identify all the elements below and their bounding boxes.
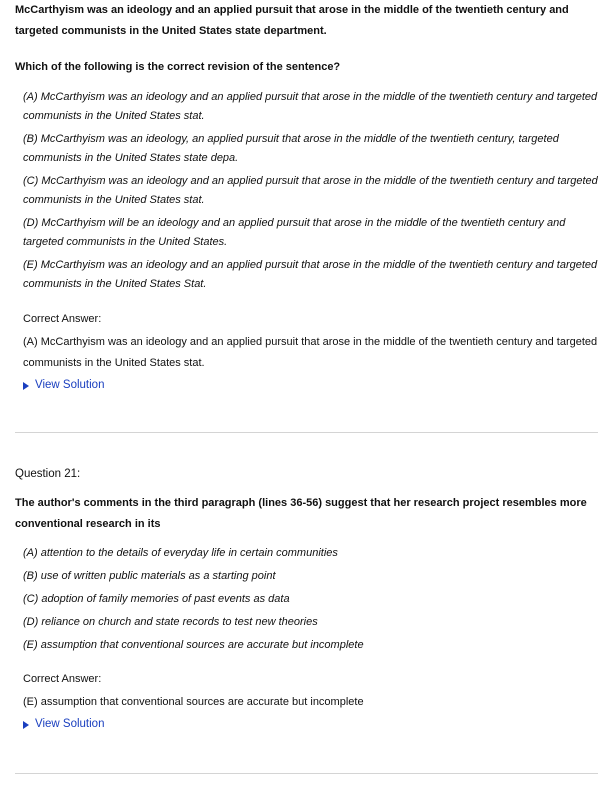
q21-option-a[interactable]: (A) attention to the details of everyday life in certain communities — [23, 547, 338, 559]
q20-prompt: Which of the following is the correct revision of the sentence? — [15, 61, 341, 73]
q21-view-solution-link[interactable] — [23, 715, 104, 734]
q20-option-d[interactable]: (D) McCarthyism will be an ideology and an applied pursuit that arose in the middle of the twentieth century and targeted communists in the United States. — [23, 217, 566, 248]
q20-answer — [15, 310, 600, 395]
q21-label-block — [15, 465, 600, 484]
q21-answer — [15, 670, 600, 734]
expand-triangle-icon — [23, 382, 29, 390]
q20-prompt-block — [15, 57, 600, 78]
q21-stem: The author's comments in the third paragraph (lines 36-56) suggest that her research project resembles more conventional research in its — [15, 497, 587, 530]
expand-triangle-icon — [23, 721, 29, 729]
q21-view-solution-label: View Solution — [35, 718, 105, 730]
q20-option-a[interactable]: (A) McCarthyism was an ideology and an applied pursuit that arose in the middle of the twentieth century and targeted communists in the United States stat. — [23, 91, 598, 122]
q21-correct-label: Correct Answer: — [23, 673, 102, 685]
q20-options — [15, 88, 600, 298]
q21-option-b[interactable]: (B) use of written public materials as a starting point — [23, 570, 276, 582]
q20-option-b[interactable]: (B) McCarthyism was an ideology, an applied pursuit that arose in the middle of the twentieth century, targeted communists in the United States state depa. — [23, 133, 559, 164]
q20-stem-block — [15, 0, 600, 42]
q21-stem-block — [15, 493, 600, 535]
q20-stem: McCarthyism was an ideology and an applied pursuit that arose in the middle of the twentieth century and targeted communists in the United States state department. — [15, 4, 569, 37]
divider — [15, 773, 598, 774]
q21-correct-text: (E) assumption that conventional sources are accurate but incomplete — [23, 696, 364, 708]
q20-view-solution-label: View Solution — [35, 379, 105, 391]
q21-option-d[interactable]: (D) reliance on church and state records to test new theories — [23, 616, 318, 628]
q21-option-c[interactable]: (C) adoption of family memories of past events as data — [23, 593, 290, 605]
q20-correct-label: Correct Answer: — [23, 313, 102, 325]
q20-view-solution-link[interactable] — [23, 376, 104, 395]
q20-option-e[interactable]: (E) McCarthyism was an ideology and an applied pursuit that arose in the middle of the twentieth century and targeted communists in the United States Stat. — [23, 259, 598, 290]
q21-options — [15, 544, 600, 659]
q20-correct-text: (A) McCarthyism was an ideology and an applied pursuit that arose in the middle of the twentieth century and targeted communists in the United States stat. — [23, 336, 598, 369]
q21-option-e[interactable]: (E) assumption that conventional sources are accurate but incomplete — [23, 639, 364, 651]
q21-label: Question 21: — [15, 468, 81, 480]
q20-option-c[interactable]: (C) McCarthyism was an ideology and an applied pursuit that arose in the middle of the twentieth century and targeted communists in the United States stat. — [23, 175, 598, 206]
divider — [15, 432, 598, 433]
